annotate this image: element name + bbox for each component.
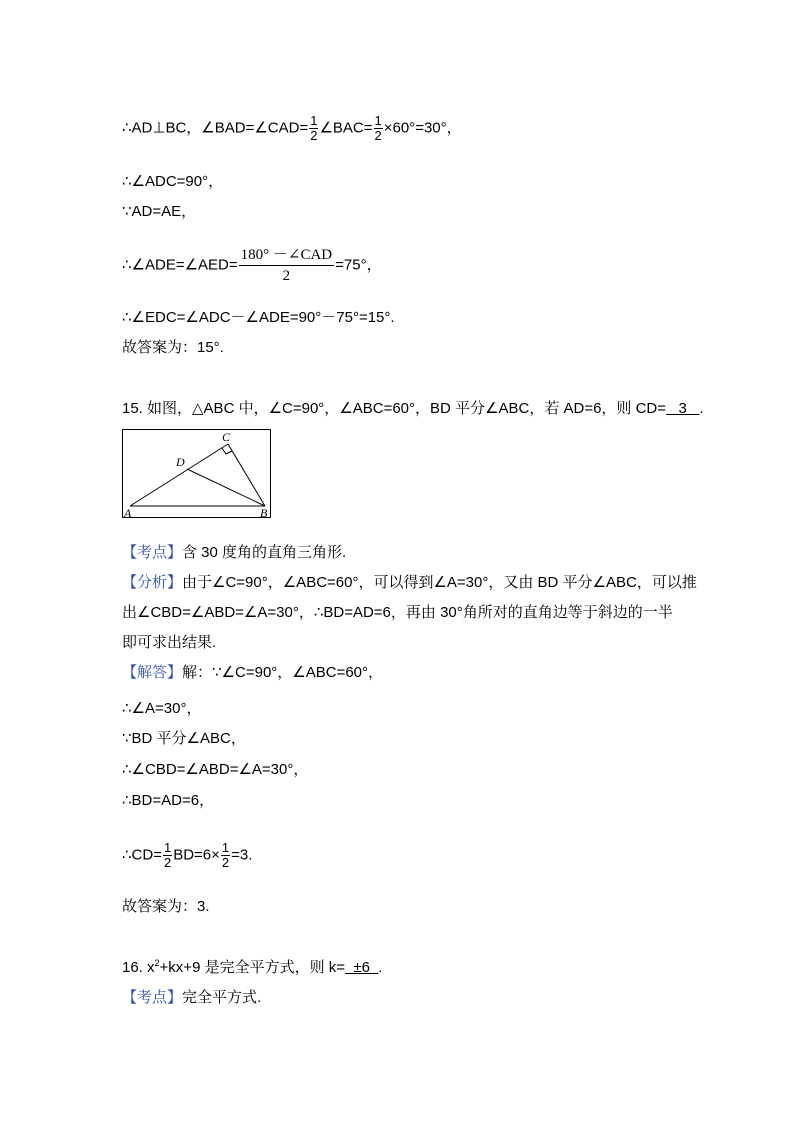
kaodian-15: 【考点】含 30 度角的直角三角形.: [122, 544, 347, 561]
solution-line-2: ∴∠ADC=90°，: [122, 173, 224, 190]
fraction-half: $\frac{1}{2}$: [310, 113, 318, 143]
question-15: 15. 如图，△ABC 中，∠C=90°，∠ABC=60°，BD 平分∠ABC，若 AD=6，则 CD= 3 .: [122, 400, 704, 417]
jieda-15-line-3: ∵BD 平分∠ABC，: [122, 730, 246, 747]
fenxi-15-line-3: 即可求出结果.: [122, 634, 217, 651]
label-d: D: [176, 455, 185, 469]
jieda-15-line-6: ∴CD= $\frac{1}{2}$ BD=6× $\frac{1}{2}$ =3.: [122, 840, 253, 870]
answer-blank: 3: [666, 400, 700, 417]
jieda-15-line-2: ∴∠A=30°，: [122, 700, 202, 717]
solution-line-4: ∴∠ADE=∠AED= $\frac{\text{180° －∠CAD}}{2}$ =75°，: [122, 247, 382, 284]
kaodian-16: 【考点】完全平方式.: [122, 989, 262, 1006]
solution-line-5: ∴∠EDC=∠ADC－∠ADE=90°－75°=15°.: [122, 309, 395, 326]
jieda-tag: 【解答】: [122, 664, 183, 681]
jieda-15-line-4: ∴∠CBD=∠ABD=∠A=30°，: [122, 761, 309, 778]
label-b: B: [260, 506, 268, 519]
jieda-15-line-1: 【解答】解：∵∠C=90°，∠ABC=60°，: [122, 664, 384, 681]
question-16: 16. $x^2+kx+9$ 是完全平方式，则 k= ±6 .: [122, 958, 383, 976]
kaodian-tag: 【考点】: [122, 544, 183, 561]
fraction-half: $\frac{1}{2}$: [221, 840, 230, 870]
fenxi-tag: 【分析】: [122, 574, 183, 591]
fraction-angle: $\frac{\text{180° －∠CAD}}{2}$: [240, 247, 333, 284]
solution-line-1: ∴AD⊥BC，∠BAD=∠CAD= $\frac{1}{2}$ ∠BAC= $\frac{1}{2}$ ×60°=30°，: [122, 113, 462, 143]
fenxi-15-line-1: 【分析】由于∠C=90°，∠ABC=60°，可以得到∠A=30°，又由 BD 平分∠ABC，可以推: [122, 574, 697, 591]
answer-15: 故答案为：3.: [122, 898, 210, 915]
segment-ac: [130, 444, 228, 506]
kaodian-tag: 【考点】: [122, 989, 183, 1006]
answer-line: 故答案为：15°.: [122, 339, 224, 356]
fraction-half: $\frac{1}{2}$: [374, 113, 382, 143]
answer-blank: ±6: [345, 959, 379, 976]
jieda-15-line-5: ∴BD=AD=6，: [122, 792, 215, 809]
fenxi-15-line-2: 出∠CBD=∠ABD=∠A=30°，∴BD=AD=6，再由 30°角所对的直角边等于斜边的一半: [122, 604, 673, 621]
segment-bd: [187, 469, 265, 506]
fraction-half: $\frac{1}{2}$: [163, 840, 172, 870]
label-a: A: [124, 506, 132, 519]
label-c: C: [222, 430, 231, 444]
solution-line-3: ∵AD=AE，: [122, 203, 197, 220]
triangle-figure: [122, 429, 272, 519]
